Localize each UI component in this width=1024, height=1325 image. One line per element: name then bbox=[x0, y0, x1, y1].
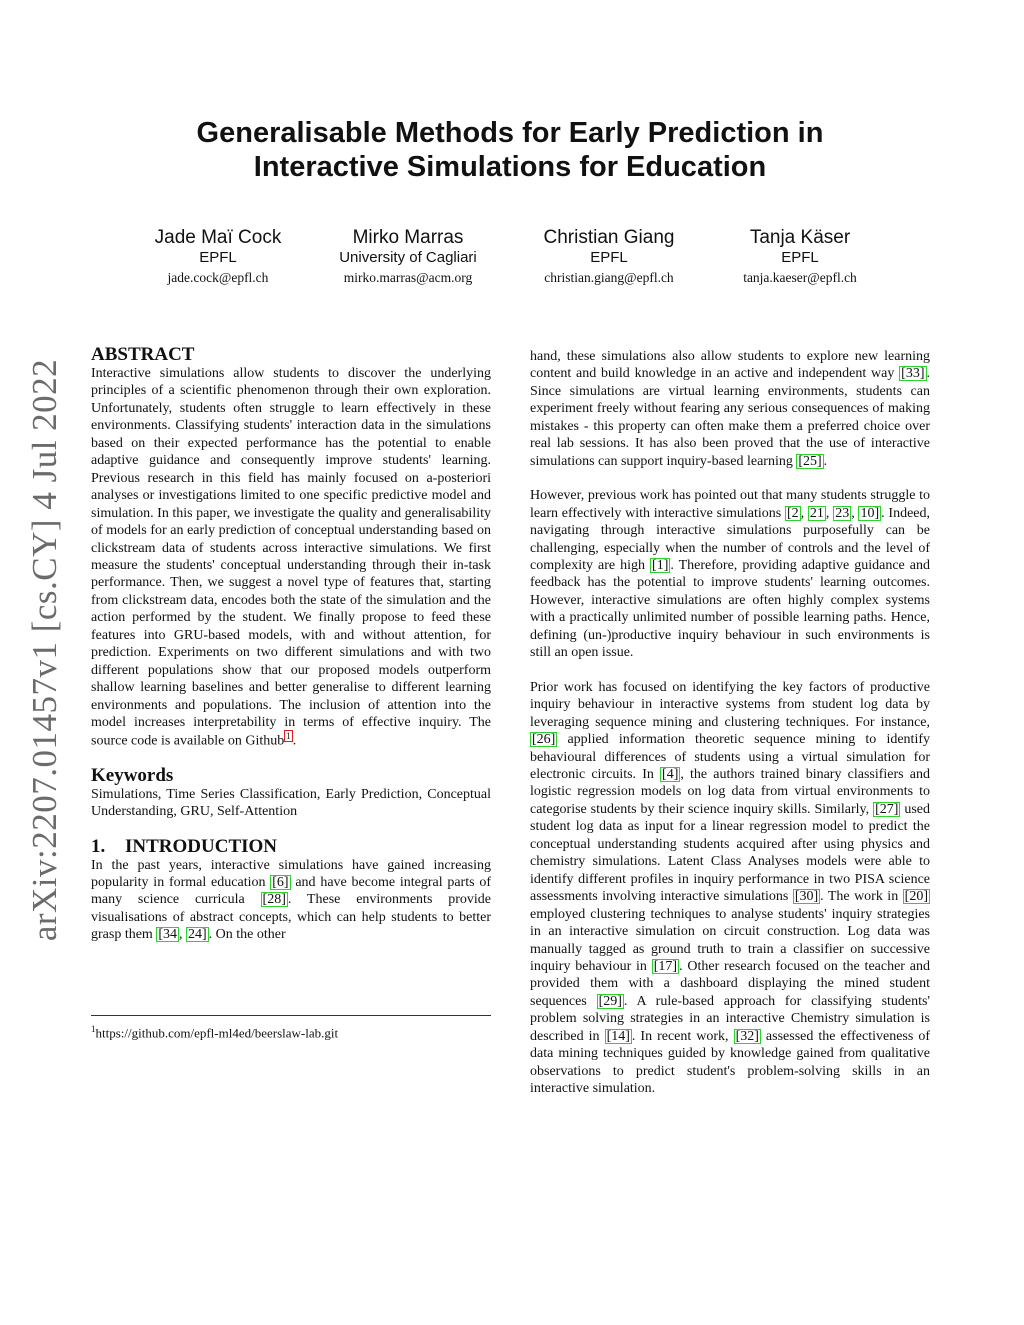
text-run: . A rule-based approach for classifying students' problem solving strategies in an interactive Chemistry simulation is described in bbox=[530, 993, 930, 1044]
citation-link[interactable]: [17] bbox=[653, 958, 678, 974]
text-run: Prior work has focused on identifying the key factors of productive inquiry behaviour in interactive systems from student log data by leveraging sequence mining and clustering techniques. For instance, bbox=[530, 679, 930, 730]
citation-link[interactable]: [34 bbox=[158, 927, 177, 943]
abstract-heading: ABSTRACT bbox=[91, 344, 195, 365]
abstract-end: . bbox=[292, 733, 297, 749]
text-run: In the past years, interactive simulations have gained increasing popularity in formal education bbox=[91, 857, 491, 890]
footnote-mark: 1 bbox=[91, 1024, 96, 1034]
author-email[interactable]: christian.giang@epfl.ch bbox=[544, 270, 674, 285]
right-paragraph-2: However, previous work has pointed out that many students struggle to learn effectively with interactive simulations [2 , 21 , 23 , 10] . Indeed, navigating through interactive simulations purposefully can be challenging, especially when the number of controls and the level of complexity are high [1] . Therefore, providing adaptive guidance and feedback has the potential to improve students' learning outcomes. However, interactive simulations are often highly complex systems with a practically unlimited number of possible learning paths. Hence, defining (un-)productive inquiry behaviour in such environments is still an open issue. bbox=[530, 488, 931, 661]
citation-link[interactable]: [6] bbox=[272, 874, 289, 890]
text-run: . These environments provide visualisations of abstract concepts, which can help students to better grasp them bbox=[91, 892, 491, 943]
author-affiliation: EPFL bbox=[199, 249, 237, 266]
citation-link[interactable]: [2 bbox=[786, 505, 799, 521]
citation-link[interactable]: [25] bbox=[798, 453, 822, 469]
author-email[interactable]: jade.cock@epfl.ch bbox=[167, 270, 269, 285]
title-line-2: Interactive Simulations for Education bbox=[253, 151, 767, 183]
citation-link[interactable]: 10] bbox=[860, 505, 880, 521]
right-paragraph-3 bbox=[530, 679, 930, 1098]
author-affiliation: University of Cagliari bbox=[339, 249, 477, 266]
author-email[interactable]: tanja.kaeser@epfl.ch bbox=[743, 270, 857, 285]
text-run: . Indeed, navigating through interactive simulations purposefully can be challenging, especially when the number of controls and the level of complexity are high bbox=[530, 505, 931, 573]
citation-link[interactable]: [30] bbox=[794, 889, 819, 905]
author-name: Jade Maï Cock bbox=[154, 227, 282, 248]
citation-link[interactable]: 24] bbox=[188, 927, 207, 943]
section-number: 1. bbox=[91, 835, 106, 857]
citation-link[interactable]: [4] bbox=[662, 766, 679, 782]
abstract-text bbox=[91, 365, 491, 750]
citation-link[interactable]: [29] bbox=[598, 993, 622, 1009]
author-block-2 bbox=[308, 227, 508, 287]
title-line-1: Generalisable Methods for Early Prediction in bbox=[196, 117, 824, 149]
section-heading-introduction bbox=[91, 837, 491, 857]
citation-link[interactable]: [28] bbox=[262, 892, 286, 908]
citation-link[interactable]: [14] bbox=[606, 1028, 630, 1044]
section-title: INTRODUCTION bbox=[125, 835, 278, 857]
citation-link[interactable]: [20] bbox=[904, 889, 928, 905]
abstract-body: Interactive simulations allow students to discover the underlying principles of a scientific phenomenon through their own exploration. Unfortunately, students often struggle to learn effectively in these environments. Classifying students' interaction data in the simulations based on their expected performance has the potential to enable adaptive guidance and consequently improve students' learning. Previous research in this field has mainly focused on a-posteriori analyses or investigations limited to one specific predictive model and simulation. In this paper, we investigate the quality and generalisability of models for an early prediction of conceptual understanding based on clickstream data of students across interactive simulations. We first measure the students' conceptual understanding through their in-task performance. Then, we suggest a novel type of features that, starting from clickstream data, encodes both the state of the simulation and the action performed by the student. We finally propose to feed these features into GRU-based models, with and without attention, for prediction. Experiments on two different simulations and with two different populations show that our proposed models outperform shallow learning baselines and better generalise to different learning environments and populations. The inclusion of attention into the model increases interpretability in terms of effective inquiry. The source code is available on Github bbox=[91, 366, 491, 749]
text-run: employed clustering techniques to analyse students' inquiry strategies in an interactive simulation on circuit construction. Log data was manually tagged as ground truth to train a classifier on successive inquiry behaviour in bbox=[530, 906, 930, 974]
intro-paragraph: In the past years, interactive simulations have gained increasing popularity in formal education [6] and have become integral parts of many science curricula [28] . These environments provide visualisations of abstract concepts, which can help students to better grasp them [34 , 24] . On the other bbox=[91, 857, 491, 943]
right-column bbox=[530, 348, 930, 1098]
author-name: Tanja Käser bbox=[749, 227, 851, 248]
text-run: used student log data as input for a linear regression model to predict the conceptual understanding students acquired after using physics and chemistry simulations. Latent Class Analyses models were able to identify different profiles in inquiry performance in two PISA science assessments involving interactive simulations bbox=[530, 801, 930, 905]
citation-link[interactable]: 23 bbox=[835, 505, 850, 521]
text-run: . The work in bbox=[820, 889, 903, 905]
author-block-1 bbox=[118, 227, 318, 287]
author-email[interactable]: mirko.marras@acm.org bbox=[343, 270, 473, 285]
keywords-text: Simulations, Time Series Classification, Early Prediction, Conceptual Understanding, GRU, Self-Attention bbox=[91, 786, 491, 820]
footnote bbox=[91, 1015, 491, 1041]
text-run: However, previous work has pointed out that many students struggle to learn effectively with interactive simulations bbox=[530, 488, 930, 521]
citation-link[interactable]: [27] bbox=[875, 801, 899, 817]
footnote-link[interactable]: 1 bbox=[286, 730, 291, 741]
citation-link[interactable]: [1] bbox=[652, 557, 669, 573]
author-block-4 bbox=[700, 227, 900, 287]
text-run: . In recent work, bbox=[631, 1028, 734, 1044]
text-run: applied information theoretic sequence mining to identify behavioural differences of students using a virtual simulation for electronic circuits. In bbox=[530, 732, 930, 782]
author-name: Mirko Marras bbox=[352, 227, 464, 248]
arxiv-sidebar bbox=[0, 300, 90, 1000]
author-affiliation: EPFL bbox=[590, 249, 628, 266]
citation-link[interactable]: [32] bbox=[735, 1028, 759, 1044]
footnote-url[interactable]: https://github.com/epfl-ml4ed/beerslaw-lab.git bbox=[95, 1025, 339, 1041]
text-run: assessed the effectiveness of data mining techniques guided by knowledge gained from qualitative observations to predict student's problem-solving skills in an interactive simulation. bbox=[530, 1028, 930, 1097]
text-run: . On the other bbox=[208, 927, 286, 943]
citation-link[interactable]: 21 bbox=[809, 505, 824, 521]
author-block-3 bbox=[509, 227, 709, 287]
right-paragraph-1 bbox=[530, 348, 930, 470]
author-name: Christian Giang bbox=[543, 227, 675, 248]
citation-link[interactable]: [33] bbox=[901, 366, 925, 382]
paper-title bbox=[100, 116, 920, 184]
keywords-heading: Keywords bbox=[91, 764, 174, 786]
author-affiliation: EPFL bbox=[781, 249, 819, 266]
citation-link[interactable]: [26] bbox=[532, 732, 556, 748]
text-run: . bbox=[823, 453, 828, 469]
text-run: . Since simulations are virtual learning environments, students can experiment freely without fearing any serious consequences of making mistakes - this property can often make them a preferred choice over real lab sessions. It has also been proved that the use of interactive simulations can support inquiry-based learning bbox=[530, 366, 930, 469]
left-column bbox=[91, 345, 491, 944]
text-run: hand, these simulations also allow students to explore new learning content and build knowledge in an active and independent way bbox=[530, 349, 930, 382]
text-run: . Other research focused on the teacher and provided them with a dashboard displaying the mined student sequences bbox=[530, 958, 930, 1009]
text-run: , the authors trained binary classifiers and logistic regression models on log data from virtual environments to categorise students by their science inquiry skills. Similarly, bbox=[530, 766, 930, 817]
arxiv-identifier: arXiv:2207.01457v1 [cs.CY] 4 Jul 2022 bbox=[25, 358, 64, 942]
text-run: and have become integral parts of many science curricula bbox=[91, 874, 491, 908]
text-run: . Therefore, providing adaptive guidance and feedback has the potential to improve students' learning outcomes. However, interactive simulations are often highly complex systems with a practically unlimited number of possible learning paths. Hence, defining (un-)productive inquiry behaviour in such environments is still an open issue. bbox=[530, 557, 930, 661]
